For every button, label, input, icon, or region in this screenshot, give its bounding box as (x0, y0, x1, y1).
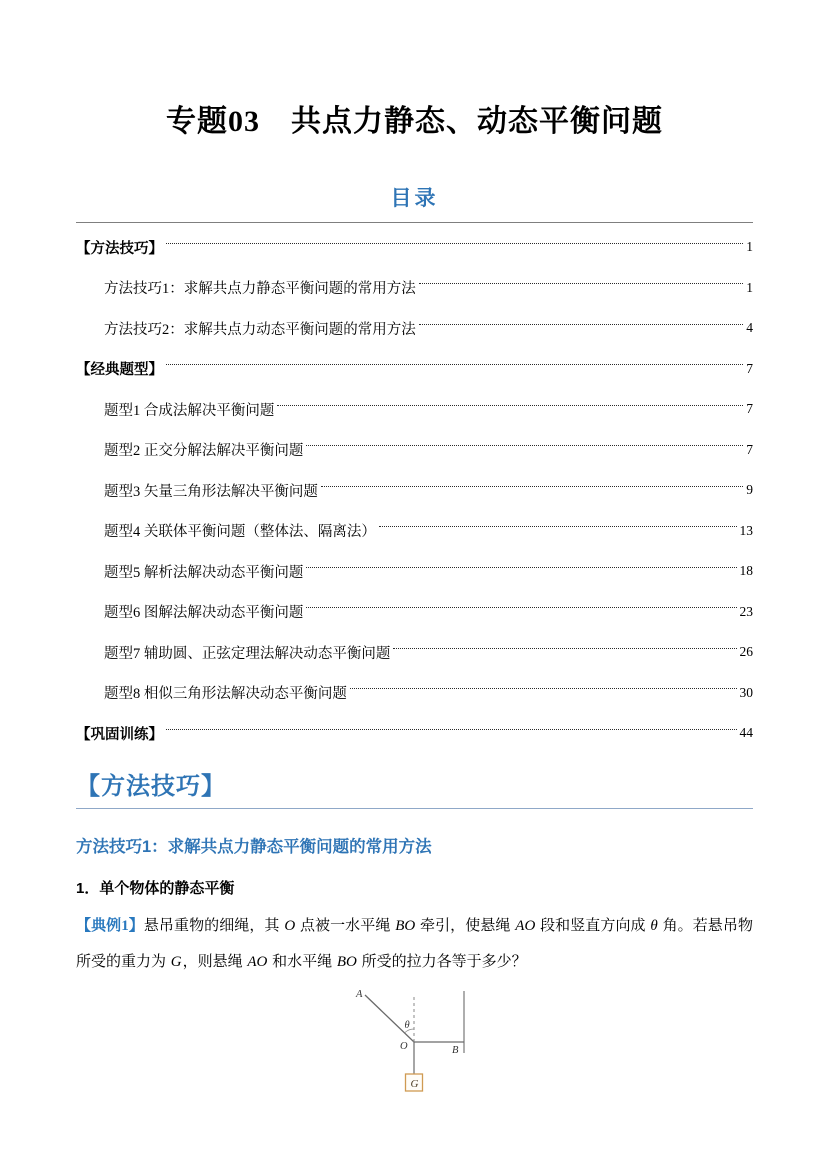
toc-entry-label: 【巩固训练】 (76, 726, 163, 743)
toc-entry-label: 方法技巧1：求解共点力静态平衡问题的常用方法 (104, 281, 416, 298)
toc-entry-type-6[interactable] (76, 592, 753, 633)
toc-entry-label: 题型1 合成法解决平衡问题 (104, 402, 275, 419)
section-divider (76, 808, 753, 809)
toc-entry-label: 方法技巧2：求解共点力动态平衡问题的常用方法 (104, 321, 416, 338)
toc-page-number: 23 (739, 603, 753, 619)
toc-entry-label: 【经典题型】 (76, 362, 163, 379)
toc-leader-dots (306, 445, 743, 446)
toc-entry-label: 题型3 矢量三角形法解决平衡问题 (104, 483, 318, 500)
label-theta-angle: θ (404, 1020, 410, 1031)
example-1-paragraph (76, 908, 753, 982)
toc-entry-type-7[interactable] (76, 632, 753, 673)
toc-entry-type-8[interactable] (76, 673, 753, 714)
toc-leader-dots (393, 648, 736, 649)
toc-entry-type-3[interactable] (76, 470, 753, 511)
toc-entry-label: 题型8 相似三角形法解决动态平衡问题 (104, 686, 347, 703)
toc-entry-label: 题型7 辅助圆、正弦定理法解决动态平衡问题 (104, 645, 391, 662)
toc-entry-type-1[interactable] (76, 389, 753, 430)
toc-leader-dots (306, 607, 736, 608)
toc-entry-method-1[interactable] (76, 268, 753, 309)
toc-page-number: 9 (746, 482, 753, 498)
page-title: 专题03 共点力静态、动态平衡问题 (166, 105, 663, 138)
toc-page-number: 7 (746, 360, 753, 376)
rope-ao (365, 995, 414, 1042)
toc-leader-dots (419, 283, 744, 284)
toc-entry-label: 【方法技巧】 (76, 240, 163, 257)
toc-leader-dots (306, 567, 736, 568)
toc-leader-dots (166, 243, 743, 244)
toc-heading: 目录 (390, 186, 439, 210)
toc-entry-label: 题型2 正交分解法解决平衡问题 (104, 443, 304, 460)
example-1-tag: 【典例1】 (76, 917, 144, 934)
section-heading-methods: 【方法技巧】 (76, 772, 226, 800)
figure-container (76, 987, 753, 1106)
table-of-contents (76, 223, 753, 754)
toc-page-number: 4 (746, 320, 753, 336)
label-point-b: B (452, 1045, 459, 1056)
toc-page-number: 18 (739, 563, 753, 579)
toc-entry-consolidation[interactable] (76, 713, 753, 754)
example-1-text: 悬吊重物的细绳，其 O 点被一水平绳 BO 牵引，使悬绳 AO 段和竖直方向成 θ 角。若悬吊物所受的重力为 G，则悬绳 AO 和水平绳 BO 所受的拉力各等于多少？ (76, 917, 753, 971)
toc-entry-label: 题型6 图解法解决动态平衡问题 (104, 605, 304, 622)
toc-entry-label: 题型4 关联体平衡问题（整体法、隔离法） (104, 524, 376, 541)
toc-entry-methods[interactable] (76, 227, 753, 268)
subsection-heading-method-1: 方法技巧1：求解共点力静态平衡问题的常用方法 (76, 837, 432, 856)
toc-page-number: 1 (746, 279, 753, 295)
toc-leader-dots (166, 729, 737, 730)
toc-page-number: 7 (746, 401, 753, 417)
label-weight-g: G (410, 1078, 419, 1090)
point-heading-single-object: 1．单个物体的静态平衡 (76, 879, 235, 897)
toc-page-number: 26 (739, 644, 753, 660)
toc-leader-dots (379, 526, 737, 527)
toc-page-number: 13 (739, 522, 753, 538)
toc-entry-type-5[interactable] (76, 551, 753, 592)
toc-entry-classic-problems[interactable] (76, 349, 753, 390)
toc-entry-method-2[interactable] (76, 308, 753, 349)
toc-leader-dots (277, 405, 743, 406)
toc-page-number: 44 (739, 725, 753, 741)
toc-page-number: 7 (746, 441, 753, 457)
label-point-a: A (356, 989, 363, 1000)
toc-entry-label: 题型5 解析法解决动态平衡问题 (104, 564, 304, 581)
toc-leader-dots (350, 688, 737, 689)
toc-leader-dots (321, 486, 743, 487)
toc-leader-dots (419, 324, 744, 325)
toc-entry-type-2[interactable] (76, 430, 753, 471)
toc-entry-type-4[interactable] (76, 511, 753, 552)
toc-page-number: 1 (746, 239, 753, 255)
statics-diagram (352, 987, 477, 1101)
label-point-o: O (400, 1041, 408, 1052)
toc-leader-dots (166, 364, 743, 365)
toc-page-number: 30 (739, 684, 753, 700)
